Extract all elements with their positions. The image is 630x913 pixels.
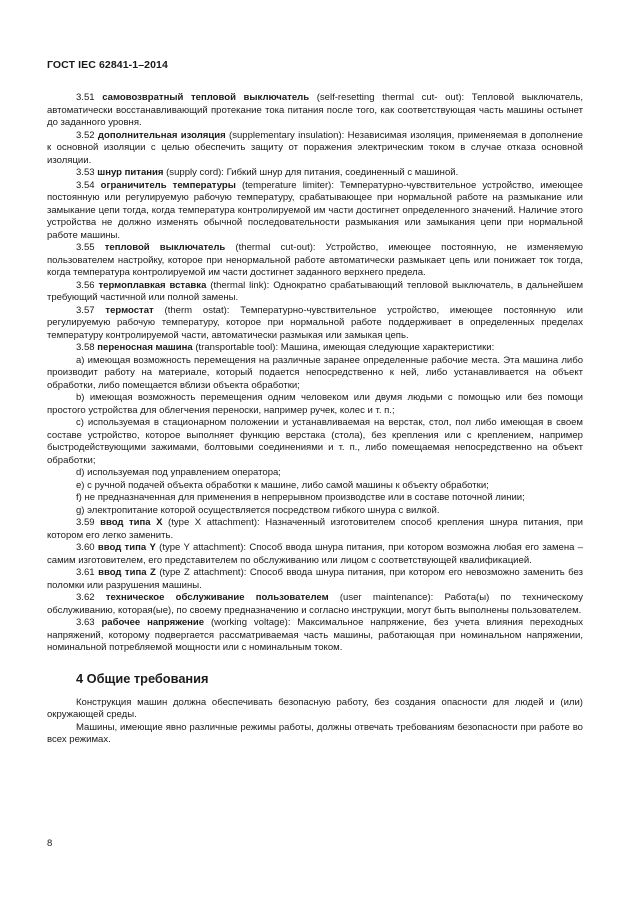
term-number: 3.58 [76, 342, 95, 353]
term-definition: (transportable tool): Машина, имеющая следующие характеристики: [195, 342, 495, 353]
term-definition: (supplementary insulation): Независимая изоляция, применяемая в дополнение к основной изоляции с целью обеспечить защиту от поражения электрическим током в случае отказа основной изоляции. [47, 129, 583, 166]
term-number: 3.56 [76, 279, 95, 291]
list-item: b) имеющая возможность перемещения одним человеком или двумя людьми с помощью или без помощи простого устройства для облегчения переноски, например ручек, колес и т. п.; [47, 392, 583, 416]
term-definition: (therm ostat): Температурно-чувствительное устройство, имеющее постоянную или регулируемую рабочую температуру, которое при нормальной работе поддерживает в определенных пределах температуру контролируемой части, автоматически размыкая или замыкая цепь. [47, 304, 583, 341]
term-number: 3.51 [76, 92, 95, 103]
term-paragraph [47, 342, 583, 355]
term-number: 3.60 [76, 542, 95, 553]
term-name: рабочее напряжение [101, 617, 205, 628]
term-name: ограничитель температуры [100, 179, 236, 191]
term-paragraph [47, 305, 583, 343]
term-paragraph [47, 542, 583, 567]
term-definition: (working voltage): Максимальное напряжение, без учета влияния переходных напряжений, которому подвергается рассматриваемая часть машины, работающая при номинальном напряжении, номинальной потребляемой мощности или с номинальным током. [47, 617, 584, 653]
term-number: 3.63 [76, 617, 95, 628]
term-name: термоплавкая вставка [98, 279, 207, 291]
term-number: 3.52 [76, 129, 95, 141]
term-name: дополнительная изоляция [97, 129, 226, 141]
term-paragraph [47, 617, 583, 655]
term-name: самовозвратный тепловой выключатель [102, 92, 310, 103]
term-number: 3.57 [76, 304, 95, 316]
term-name: шнур питания [97, 167, 164, 178]
term-definition: (thermal cut-out): Устройство, имеющее постоянную, не изменяемую пользователем настройку, которое при ненормальной работе автоматически размыкает цепь или понижает ток тогда, когда температура контролируемой им части достигнет заданного верхнего предела. [47, 242, 584, 278]
document-header: ГОСТ IEC 62841-1–2014 [47, 59, 168, 71]
term-name: ввод типа Z [98, 567, 156, 578]
term-definition: (temperature limiter): Температурно-чувствительное устройство, имеющее постоянную или регулируемую рабочую температуру, срабатывающее при нормальной работе на размыкание или замыкание цепи тогда, когда температура контролируемой им части достигнет определенного значений. Наличие этого устройства не должно изменять обычной последовательности размыкания или замыкания цепи при нормальной работе машины. [47, 179, 583, 241]
term-name: термостат [105, 304, 154, 316]
term-paragraph [47, 180, 583, 243]
term-paragraph [47, 242, 583, 280]
term-number: 3.62 [76, 592, 95, 603]
term-paragraph [47, 92, 583, 130]
term-definition: (type Z attachment): Способ ввода шнура питания, при котором его невозможно заменить без поломки или разрушения машины. [47, 567, 583, 591]
term-number: 3.54 [76, 179, 95, 191]
term-number: 3.61 [76, 567, 95, 578]
term-definition: (thermal link): Однократно срабатывающий тепловой выключатель, в дальнейшем требующий частичной или полной замены. [47, 279, 584, 303]
term-paragraph [47, 130, 583, 168]
term-number: 3.53 [76, 167, 95, 178]
list-item: d) используемая под управлением оператора; [76, 467, 281, 478]
list-item: c) используемая в стационарном положении и устанавливаемая на верстак, стол, пол либо имеющая в своем составе устройство, которое выполняет функцию верстака (стола), без крепления или с креплением, например быстродействующими зажимами, болтовыми соединениями и т. п., либо помещаемая непосредственно на объект обработки; [47, 417, 583, 466]
term-name: ввод типа X [100, 517, 163, 528]
term-name: переносная машина [97, 342, 193, 353]
term-number: 3.55 [76, 242, 95, 253]
list-item: а) имеющая возможность перемещения на различные заранее определенные рабочие места. Эта машина либо производит работу на материале, который подается непосредственно к ней, либо устанавливается на объект обработки, либо помещается вблизи объекта обработки; [47, 354, 583, 391]
list-item: e) с ручной подачей объекта обработки к машине, либо самой машины к объекту обработки; [76, 479, 489, 491]
term-paragraph [47, 567, 583, 592]
term-name: тепловой выключатель [104, 242, 226, 253]
term-paragraph [47, 167, 583, 180]
section-paragraph: Конструкция машин должна обеспечивать безопасную работу, без создания опасности для людей и (или) окружающей среды. [47, 696, 583, 720]
list-item: g) электропитание которой осуществляется посредством гибкого шнура с вилкой. [76, 504, 440, 516]
section-title: 4 Общие требования [76, 670, 209, 686]
term-name: ввод типа Y [97, 542, 156, 553]
term-name: техническое обслуживание пользователем [105, 592, 329, 603]
section-paragraph: Машины, имеющие явно различные режимы работы, должны отвечать требованиям безопасности при работе во всех режимах. [47, 721, 583, 745]
term-paragraph [47, 592, 583, 617]
term-definition: (self-resetting thermal cut- out): Тепловой выключатель, автоматически восстанавливающий протекание тока питания после того, как соответствующая часть машины остынет до заданного уровня. [47, 92, 584, 128]
list-item: f) не предназначенная для применения в непрерывном производстве или в составе поточной линии; [76, 492, 525, 503]
term-paragraph [47, 517, 583, 542]
page-number: 8 [47, 838, 53, 849]
term-definition: (type Y attachment): Способ ввода шнура питания, при котором возможна любая его замена – самим изготовителем, его представителем по обслуживанию или лицом с соответствующей квалификацией. [47, 542, 584, 566]
term-definition: (type X attachment): Назначенный изготовителем способ крепления шнура питания, при котором его легко заменить. [47, 517, 583, 541]
document-body [47, 92, 583, 747]
term-definition: (user maintenance): Работа(ы) по техническому обслуживанию, которая(ые), по своему предназначению и согласно инструкции, могут быть выполнены пользователем. [47, 592, 583, 616]
term-definition: (supply cord): Гибкий шнур для питания, соединенный с машиной. [166, 167, 459, 178]
term-number: 3.59 [76, 517, 95, 528]
term-paragraph [47, 280, 583, 305]
